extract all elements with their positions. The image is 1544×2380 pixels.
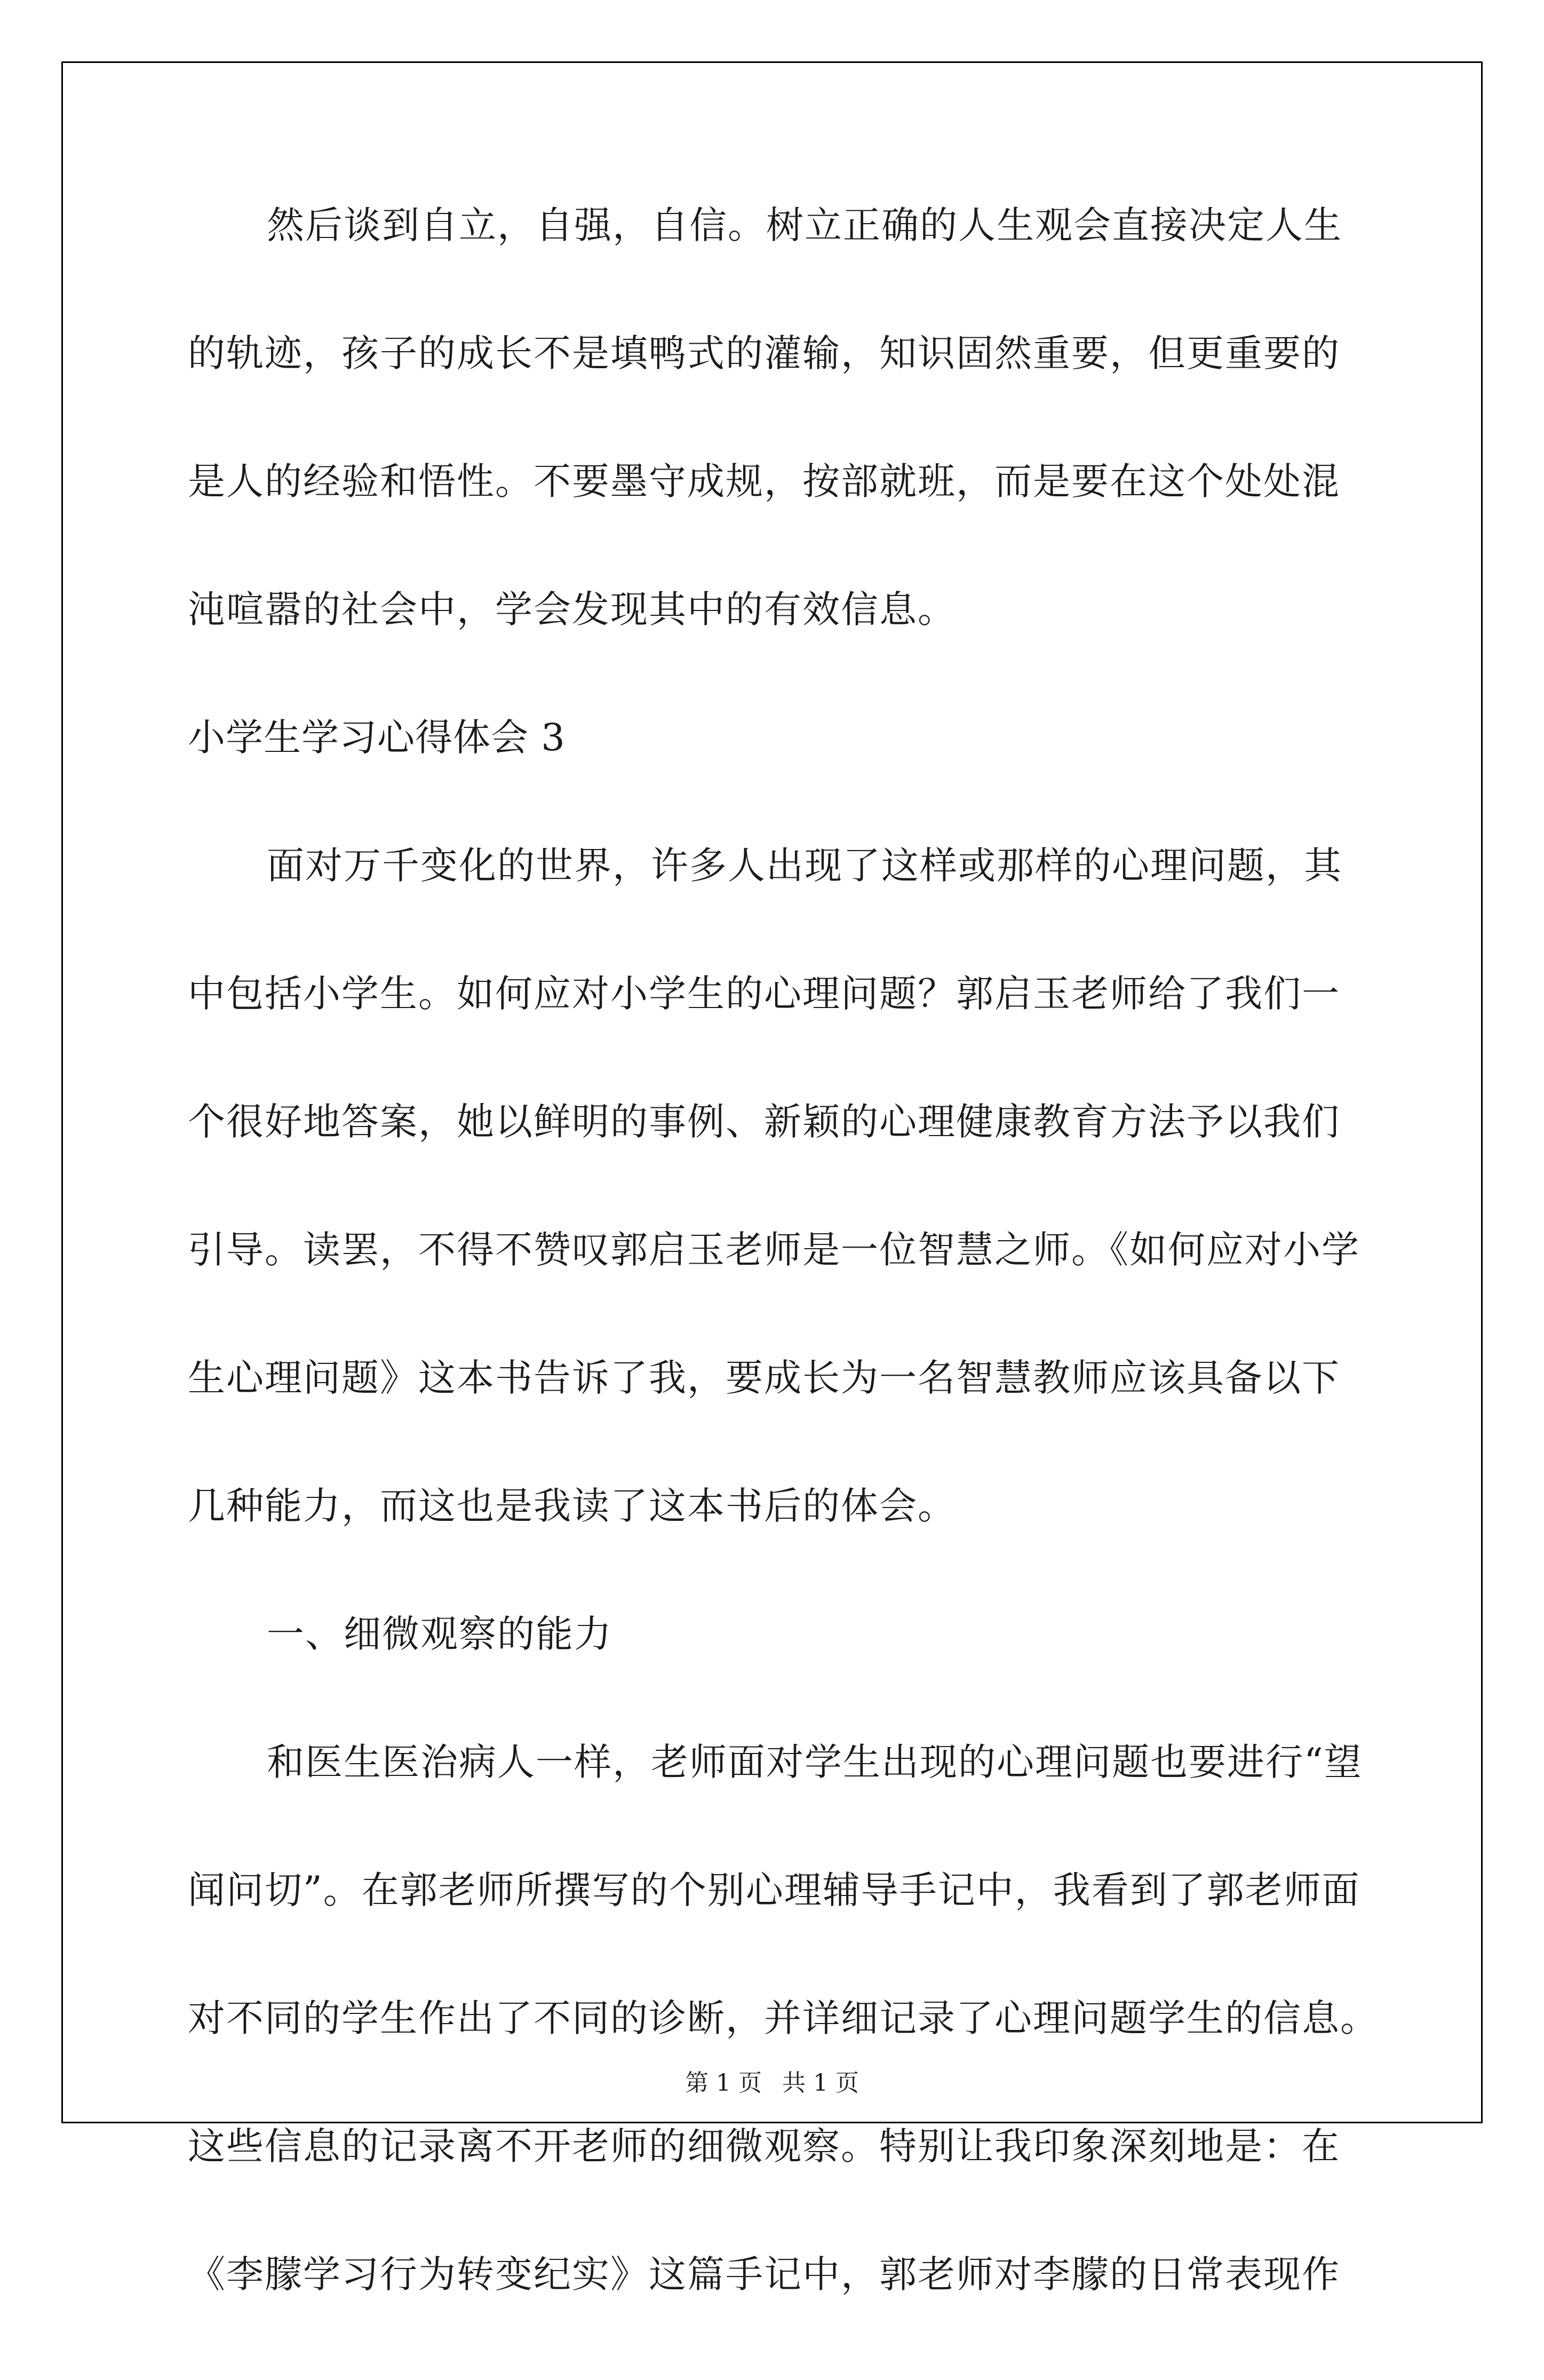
text-line: 中包括小学生。如何应对小学生的心理问题？郭启玉老师给了我们一 — [188, 972, 1340, 1016]
text-line: 面对万千变化的世界，许多人出现了这样或那样的心理问题，其 — [267, 844, 1342, 887]
page-number-total: 共 1 页 — [782, 2069, 859, 2097]
text-line: 对不同的学生作出了不同的诊断，并详细记录了心理问题学生的信息。 — [188, 1996, 1379, 2040]
text-line: 的轨迹，孩子的成长不是填鸭式的灌输，知识固然重要，但更重要的 — [188, 331, 1340, 375]
document-body — [188, 203, 1379, 2380]
page-number-current: 第 1 页 — [685, 2069, 762, 2097]
text-line: 闻问切”。在郭老师所撰写的个别心理辅导手记中，我看到了郭老师面 — [188, 1868, 1360, 1912]
text-line: 这些信息的记录离不开老师的细微观察。特别让我印象深刻地是：在 — [188, 2124, 1340, 2168]
text-line: 和医生医治病人一样，老师面对学生出现的心理问题也要进行“望 — [267, 1740, 1363, 1784]
subheading: 一、细微观察的能力 — [267, 1612, 612, 1656]
text-line: 是人的经验和悟性。不要墨守成规，按部就班，而是要在这个处处混 — [188, 459, 1340, 503]
text-line: 《李朦学习行为转变纪实》这篇手记中，郭老师对李朦的日常表现作 — [188, 2252, 1340, 2296]
section-heading: 小学生学习心得体会 3 — [188, 716, 566, 759]
page-footer — [0, 2068, 1544, 2098]
text-line: 个很好地答案，她以鲜明的事例、新颖的心理健康教育方法予以我们 — [188, 1100, 1340, 1144]
text-line: 沌喧嚣的社会中，学会发现其中的有效信息。 — [188, 588, 956, 631]
text-line: 生心理问题》这本书告诉了我，要成长为一名智慧教师应该具备以下 — [188, 1356, 1340, 1400]
text-line: 然后谈到自立，自强，自信。树立正确的人生观会直接决定人生 — [267, 203, 1342, 247]
text-line: 引导。读罢，不得不赞叹郭启玉老师是一位智慧之师。《如何应对小学 — [188, 1228, 1360, 1272]
text-line: 几种能力，而这也是我读了这本书后的体会。 — [188, 1484, 956, 1528]
